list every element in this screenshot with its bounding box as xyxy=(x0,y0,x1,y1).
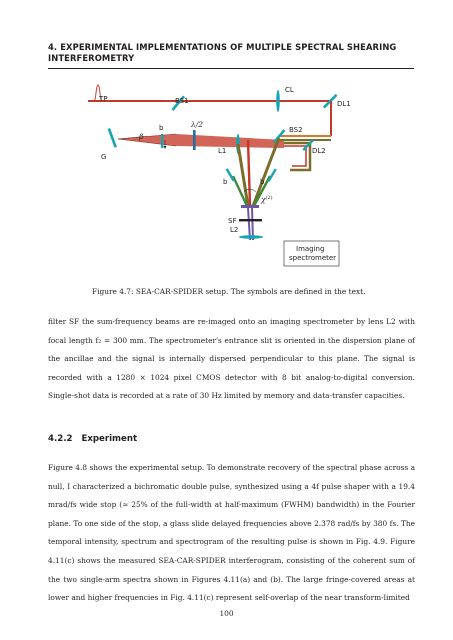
label-lambda-half: λ/2 xyxy=(191,120,204,129)
label-l1: L1 xyxy=(218,147,227,155)
output-beam-1 xyxy=(248,208,250,240)
running-header-line2: INTERFEROMETRY xyxy=(48,53,135,63)
label-bs2: BS2 xyxy=(289,126,303,134)
label-chi2-symbol: χ xyxy=(261,195,266,204)
grating-g xyxy=(108,128,117,148)
header-rule xyxy=(48,68,414,69)
label-chi2 xyxy=(260,194,273,204)
output-beam-2 xyxy=(252,208,253,240)
crystal-chi2 xyxy=(241,205,259,208)
label-dl1: DL1 xyxy=(337,100,351,108)
label-sf: SF xyxy=(228,217,237,225)
label-beta: β xyxy=(139,132,144,141)
label-chi2-superscript: (2) xyxy=(265,195,273,201)
label-spectrometer-1: Imaging xyxy=(296,245,325,253)
mirror-b-arrowhead xyxy=(164,146,167,149)
paragraph-2: Figure 4.8 shows the experimental setup. To demonstrate recovery of the spectral phase across a null, I characterized a bichromatic double pulse, synthesized using a 4f pulse shaper with a 19.4 mrad/fs wide stop (≈ 25% of the full-width at half-maximum (FWHM) bandwidth) in the Fourier plane. To one side of the stop, a glass slide delayed frequencies above 2.378 rad/fs by 380 fs. The temporal intensity, spectrum and spectrogram of the resulting pulse is shown in Fig. 4.9. Figure 4.11(c) shows the measured SEA-CAR-SPIDER interferogram, consisting of the coherent sum of the two single-arm spectra shown in Figures 4.11(a) and (b). The large fringe-covered areas at lower and higher frequencies in Fig. 4.11(c) represent self-overlap of the near transform-limited xyxy=(48,463,415,603)
lens-cl xyxy=(276,90,280,112)
figure-caption: Figure 4.7: SEA-CAR-SPIDER setup. The symbols are defined in the text. xyxy=(92,287,366,296)
label-cl: CL xyxy=(285,86,294,94)
running-header-line1: 4. EXPERIMENTAL IMPLEMENTATIONS OF MULTIPLE SPECTRAL SHEARING xyxy=(48,42,397,52)
label-b-left: b xyxy=(159,124,164,132)
subsection-number: 4.2.2 xyxy=(48,434,73,444)
running-header xyxy=(48,42,418,64)
mirror-b-bottom-right xyxy=(268,168,277,181)
subsection-title: Experiment xyxy=(81,434,138,444)
page-number: 100 xyxy=(219,609,234,618)
half-wave-plate xyxy=(193,130,196,150)
subsection-heading xyxy=(48,434,137,444)
label-g: G xyxy=(101,153,107,161)
filter-sf xyxy=(239,219,262,221)
label-l2: L2 xyxy=(230,226,239,234)
label-tp: TP xyxy=(99,95,108,103)
label-dl2: DL2 xyxy=(312,147,326,155)
label-bs1: BS1 xyxy=(175,97,189,105)
label-b-bottom-left: b xyxy=(223,178,228,186)
beam-to-crystal-mid xyxy=(248,140,250,206)
setup-diagram xyxy=(48,80,414,290)
label-b-bottom-right: b xyxy=(260,178,265,186)
paragraph-1: filter SF the sum-frequency beams are re-imaged onto an imaging spectrometer by lens L2 with focal length f₂ = 300 mm. The spectrometer's entrance slit is oriented in the dispersion plane of the ancillae and the signal is internally dispersed perpendicular to this plane. The signal is recorded with a 1280 × 1024 pixel CMOS detector with 8 bit analog-to-digital conversion. Single-shot data is recorded at a rate of 30 Hz limited by memory and data-transfer capacities. xyxy=(48,317,415,401)
mirror-b-left xyxy=(161,134,163,148)
setup-figure xyxy=(48,80,414,290)
lens-l2 xyxy=(239,235,263,239)
label-spectrometer-2: spectrometer xyxy=(289,254,337,262)
